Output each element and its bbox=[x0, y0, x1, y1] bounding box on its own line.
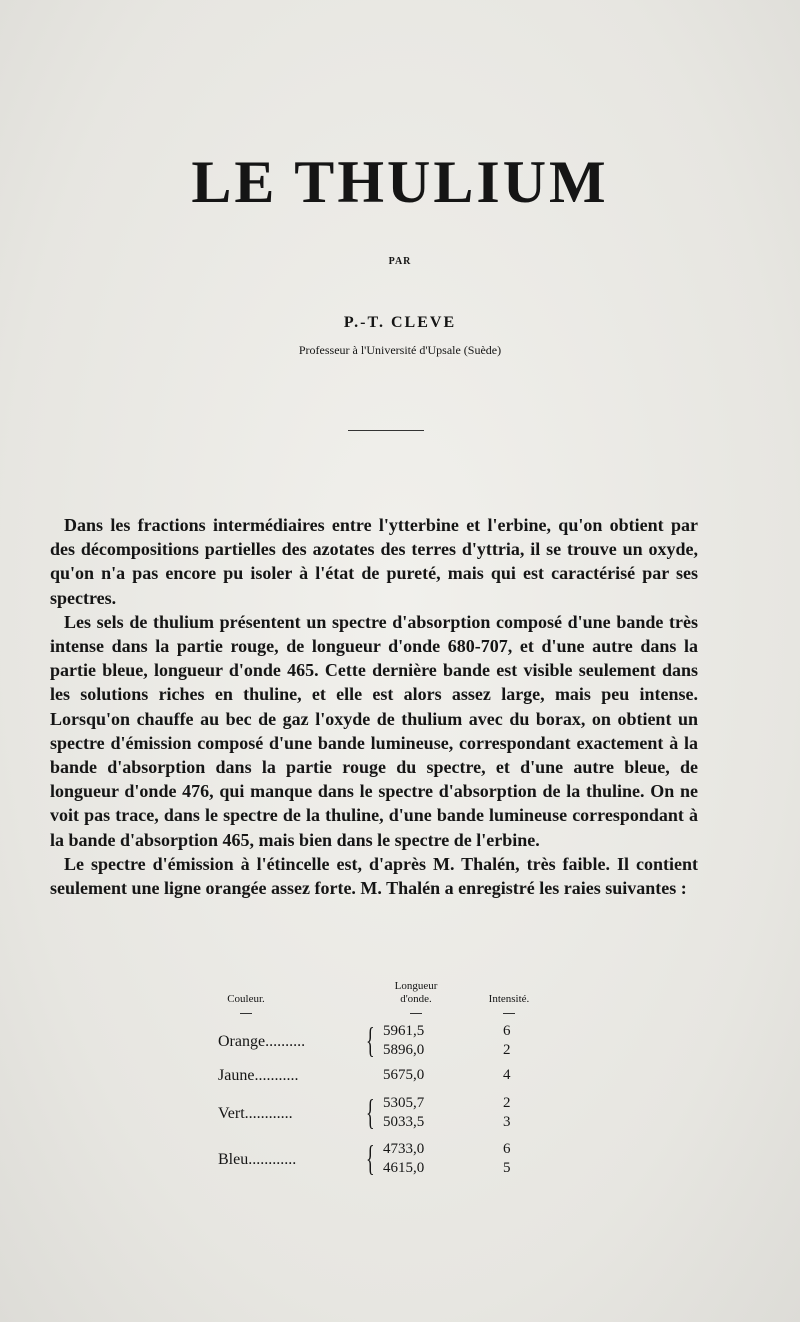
row-label-jaune: Jaune........... bbox=[218, 1067, 299, 1084]
row-label-vert: Vert............ bbox=[218, 1105, 293, 1122]
wavelength-cell: 4615,0 bbox=[383, 1160, 425, 1176]
intensity-cell: 2 bbox=[503, 1042, 511, 1058]
brace: { bbox=[366, 1020, 375, 1060]
header-wavelength-line2: d'onde. bbox=[400, 993, 432, 1005]
intensity-cell: 6 bbox=[503, 1141, 511, 1157]
wavelength-cell: 5961,5 bbox=[383, 1023, 425, 1039]
wavelength-cell: 5033,5 bbox=[383, 1114, 425, 1130]
intensity-cell: 6 bbox=[503, 1023, 511, 1039]
header-color: Couleur. bbox=[227, 993, 265, 1005]
intensity-cell: 4 bbox=[503, 1067, 511, 1083]
byline-par: PAR bbox=[388, 256, 412, 267]
author-name: P.-T. CLEVE bbox=[343, 314, 457, 331]
wavelength-cell: 5896,0 bbox=[383, 1042, 425, 1058]
header-intensity: Intensité. bbox=[488, 993, 530, 1005]
row-label-bleu: Bleu............ bbox=[218, 1151, 297, 1168]
brace: { bbox=[366, 1138, 375, 1178]
paragraph-1: Dans les fractions intermédiaires entre l'ytterbine et l'erbine, qu'on obtient par des décompositions partielles des azotates des terres d'yttria, il se trouve un oxyde, qu'on n'a pas encore pu isoler à l'état de pureté, mais qui est caractérisé par ses spectres. bbox=[50, 515, 698, 608]
page-title: LE THULIUM bbox=[191, 149, 609, 215]
wavelength-cell: 4733,0 bbox=[383, 1141, 425, 1157]
header-dash bbox=[410, 1013, 422, 1014]
intensity-cell: 3 bbox=[503, 1114, 511, 1130]
paragraph-2: Les sels de thulium présentent un spectre d'absorption composé d'une bande très intense dans la partie rouge, de longueur d'onde 680-707, et d'une autre dans la partie bleue, longueur d'onde 465. Cette dernière bande est visible seulement dans les solutions riches en thuline, et elle est alors assez large, mais peu intense. Lorsqu'on chauffe au bec de gaz l'oxyde de thulium avec du borax, on obtient un spectre d'émission composé d'une bande lumineuse, correspondant exactement à la bande d'absorption dans la partie rouge du spectre, et d'une autre bleue, de longueur d'onde 476, qui manque dans le spectre d'absorption de la thuline. On ne voit pas trace, dans le spectre de la thuline, d'une bande lumineuse correspondant à la bande d'absorption 465, mais bien dans le spectre de l'erbine. bbox=[50, 611, 698, 850]
paragraph-3: Le spectre d'émission à l'étincelle est, d'après M. Thalén, très faible. Il contient seulement une ligne orangée assez forte. M. Thalén a enregistré les raies suivantes : bbox=[50, 853, 698, 899]
header-dash bbox=[240, 1013, 252, 1014]
intensity-cell: 5 bbox=[503, 1160, 511, 1176]
header-wavelength-line1: Longueur bbox=[394, 980, 438, 992]
wavelength-cell: 5675,0 bbox=[383, 1067, 425, 1083]
row-label-orange: Orange.......... bbox=[218, 1033, 306, 1050]
brace: { bbox=[366, 1092, 375, 1132]
header-dash bbox=[503, 1013, 515, 1014]
intensity-cell: 2 bbox=[503, 1095, 511, 1111]
wavelength-cell: 5305,7 bbox=[383, 1095, 425, 1111]
author-affiliation: Professeur à l'Université d'Upsale (Suède) bbox=[298, 343, 502, 357]
